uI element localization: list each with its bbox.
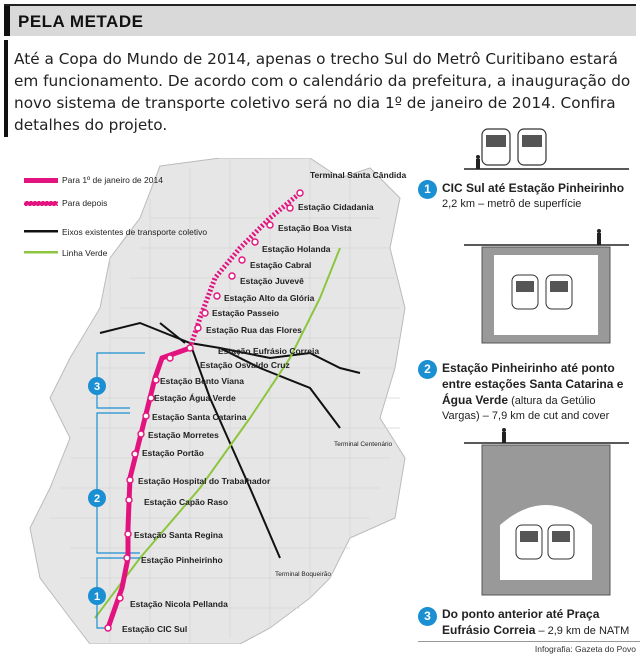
section-2-text — [442, 361, 636, 424]
surface-train-icon — [464, 129, 629, 169]
station-label: Estação Portão — [142, 448, 204, 458]
legend-item-2: Para depois — [62, 198, 108, 208]
station-label: Estação Santa Regina — [134, 530, 223, 540]
station-label: Estação Osvaldo Cruz — [200, 360, 290, 370]
page-title: PELA METADE — [18, 12, 144, 31]
station-label: Estação Hospital do Trabalhador — [138, 476, 271, 486]
station-label: Estação CIC Sul — [122, 624, 188, 634]
metro-map — [10, 158, 410, 644]
section-1-title: CIC Sul até Estação Pinheirinho — [442, 181, 625, 195]
station-label: Estação Água Verde — [154, 393, 236, 403]
credit: Infografia: Gazeta do Povo — [534, 644, 636, 654]
credit-divider — [418, 641, 640, 642]
section-3-text — [442, 607, 636, 639]
station-label: Estação Morretes — [148, 430, 219, 440]
section-3-detail: – 2,9 km de NATM — [538, 625, 630, 637]
station-label: Estação Alto da Glória — [224, 293, 315, 303]
station-label: Estação Santa Catarina — [152, 412, 247, 422]
legend-swatch-2014 — [24, 178, 58, 183]
station-label: Estação Pinheirinho — [141, 555, 223, 565]
station-label: Estação Holanda — [262, 244, 331, 254]
section-1-number: 1 — [93, 591, 101, 603]
section-3-badge: 3 — [418, 607, 437, 626]
station-label: Estação Capão Raso — [144, 497, 229, 507]
legend-swatch-future — [24, 201, 58, 206]
cut-and-cover-icon — [464, 229, 629, 343]
station-label: Terminal Santa Cândida — [310, 170, 407, 180]
terminal-boqueirao: Terminal Boqueirão — [275, 571, 332, 578]
section-1-badge: 1 — [418, 180, 437, 199]
title-accent — [4, 6, 10, 36]
section-2-title: Estação Pinheirinho até ponto entre estações Santa Catarina e Água Verde — [442, 361, 624, 407]
station-label: Estação Rua das Flores — [206, 325, 302, 335]
natm-tunnel-icon — [464, 428, 629, 595]
intro-bar — [4, 40, 8, 137]
station-label: Estação Passeio — [212, 308, 280, 318]
section-2-detail: (altura da Getúlio Vargas) – 7,9 km de cut and cover — [442, 395, 610, 422]
station-label: Estação Boa Vista — [278, 223, 352, 233]
station-label: Estação Bento Viana — [160, 376, 244, 386]
station-label: Estação Cidadania — [298, 202, 374, 212]
section-1-detail: 2,2 km – metrô de superfície — [442, 198, 582, 210]
station-label: Estação Nicola Pellanda — [130, 599, 228, 609]
legend-item-1: Para 1º de janeiro de 2014 — [62, 175, 163, 185]
legend-item-3: Eixos existentes de transporte coletivo — [62, 227, 208, 237]
section-3-number: 3 — [93, 381, 101, 393]
terminal-centenario: Terminal Centenário — [334, 441, 393, 448]
legend-item-4: Linha Verde — [62, 248, 108, 258]
legend-swatch-axes — [24, 230, 58, 233]
title-bar — [4, 4, 636, 36]
intro-text: Até a Copa do Mundo de 2014, apenas o trecho Sul do Metrô Curitibano estará em funcionamento. De acordo com o calendário da prefeitura, a inauguração do novo sistema de transporte coletivo será no dia 1º de janeiro de 2014. Confira detalhes do projeto. — [14, 50, 631, 134]
sections-panel — [414, 125, 638, 645]
section-2-number: 2 — [93, 493, 101, 505]
station-label: Estação Eufrásio Correia — [218, 346, 320, 356]
legend-swatch-verde — [24, 251, 58, 254]
station-label: Estação Juvevê — [240, 276, 304, 286]
section-2-badge: 2 — [418, 360, 437, 379]
section-3-title: Do ponto anterior até Praça Eufrásio Correia — [442, 607, 600, 637]
station-label: Estação Cabral — [250, 260, 312, 270]
section-1-text — [442, 181, 636, 212]
